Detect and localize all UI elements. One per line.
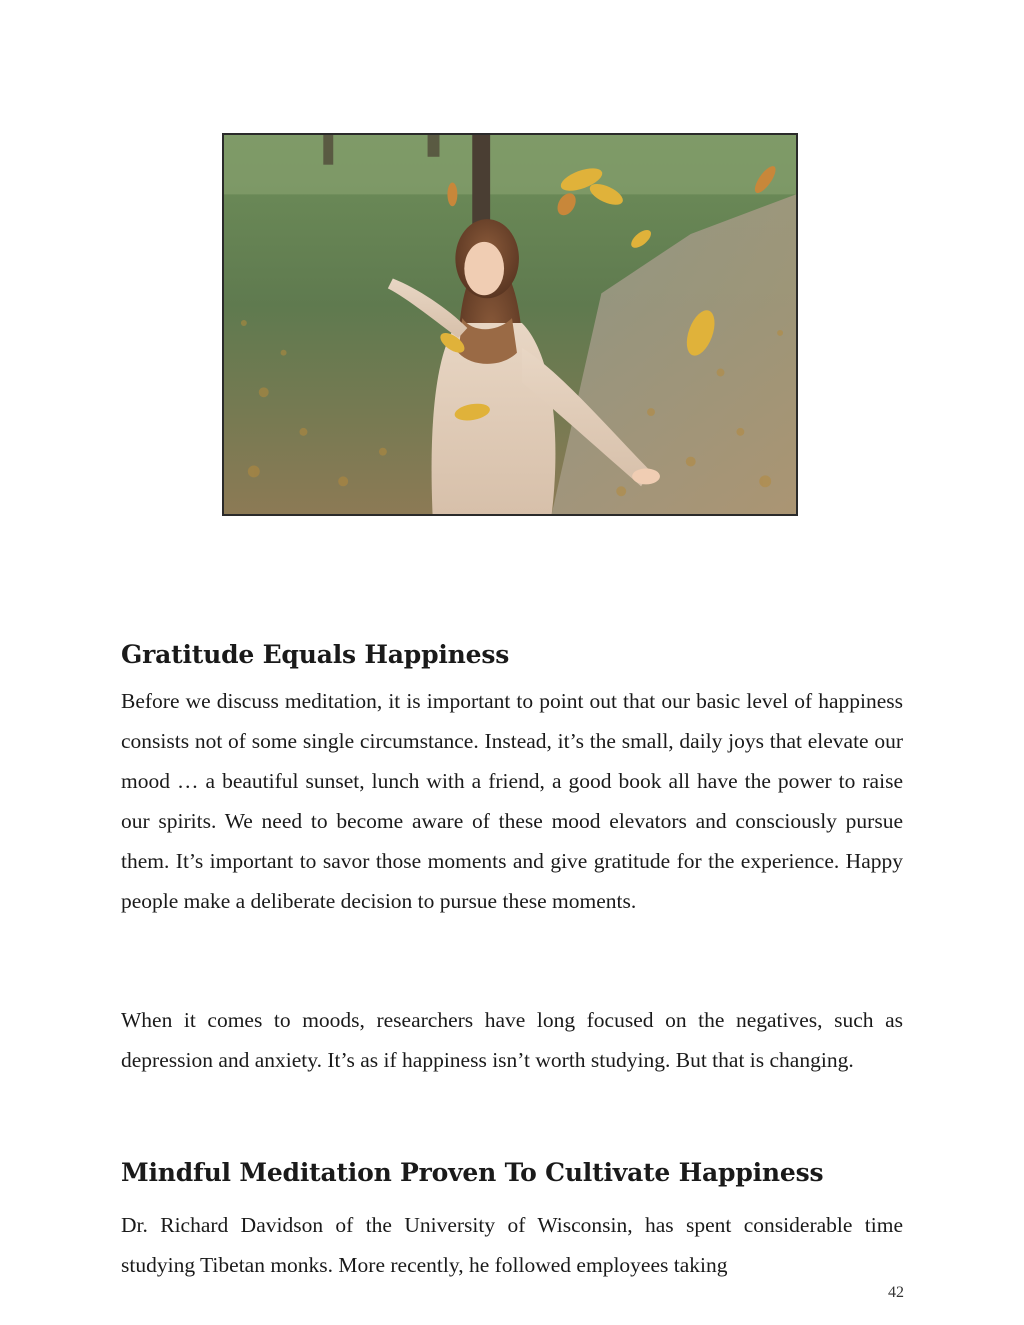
paragraph-davidson: Dr. Richard Davidson of the University of Wisconsin, has spent considerable time studying Tibetan monks. More recently, he followed employees taking: [121, 1213, 903, 1277]
section-heading-meditation: Mindful Meditation Proven To Cultivate Happiness: [121, 1158, 824, 1187]
page-number: 42: [888, 1284, 904, 1301]
woman-autumn-leaves-photo: [222, 133, 798, 516]
paragraph-gratitude: Before we discuss meditation, it is important to point out that our basic level of happiness consists not of some single circumstance. Instead, it’s the small, daily joys that elevate our mood … a beautiful sunset, lunch with a friend, a good book all have the power to raise our spirits. We need to become aware of these mood elevators and consciously pursue them. It’s important to savor those moments and give gratitude for the experience. Happy people make a deliberate decision to pursue these moments.: [121, 689, 903, 913]
paragraph-moods: When it comes to moods, researchers have long focused on the negatives, such as depression and anxiety. It’s as if happiness isn’t worth studying. But that is changing.: [121, 1008, 903, 1072]
section-heading-gratitude: Gratitude Equals Happiness: [121, 640, 510, 669]
photo-illustration: [224, 135, 796, 514]
